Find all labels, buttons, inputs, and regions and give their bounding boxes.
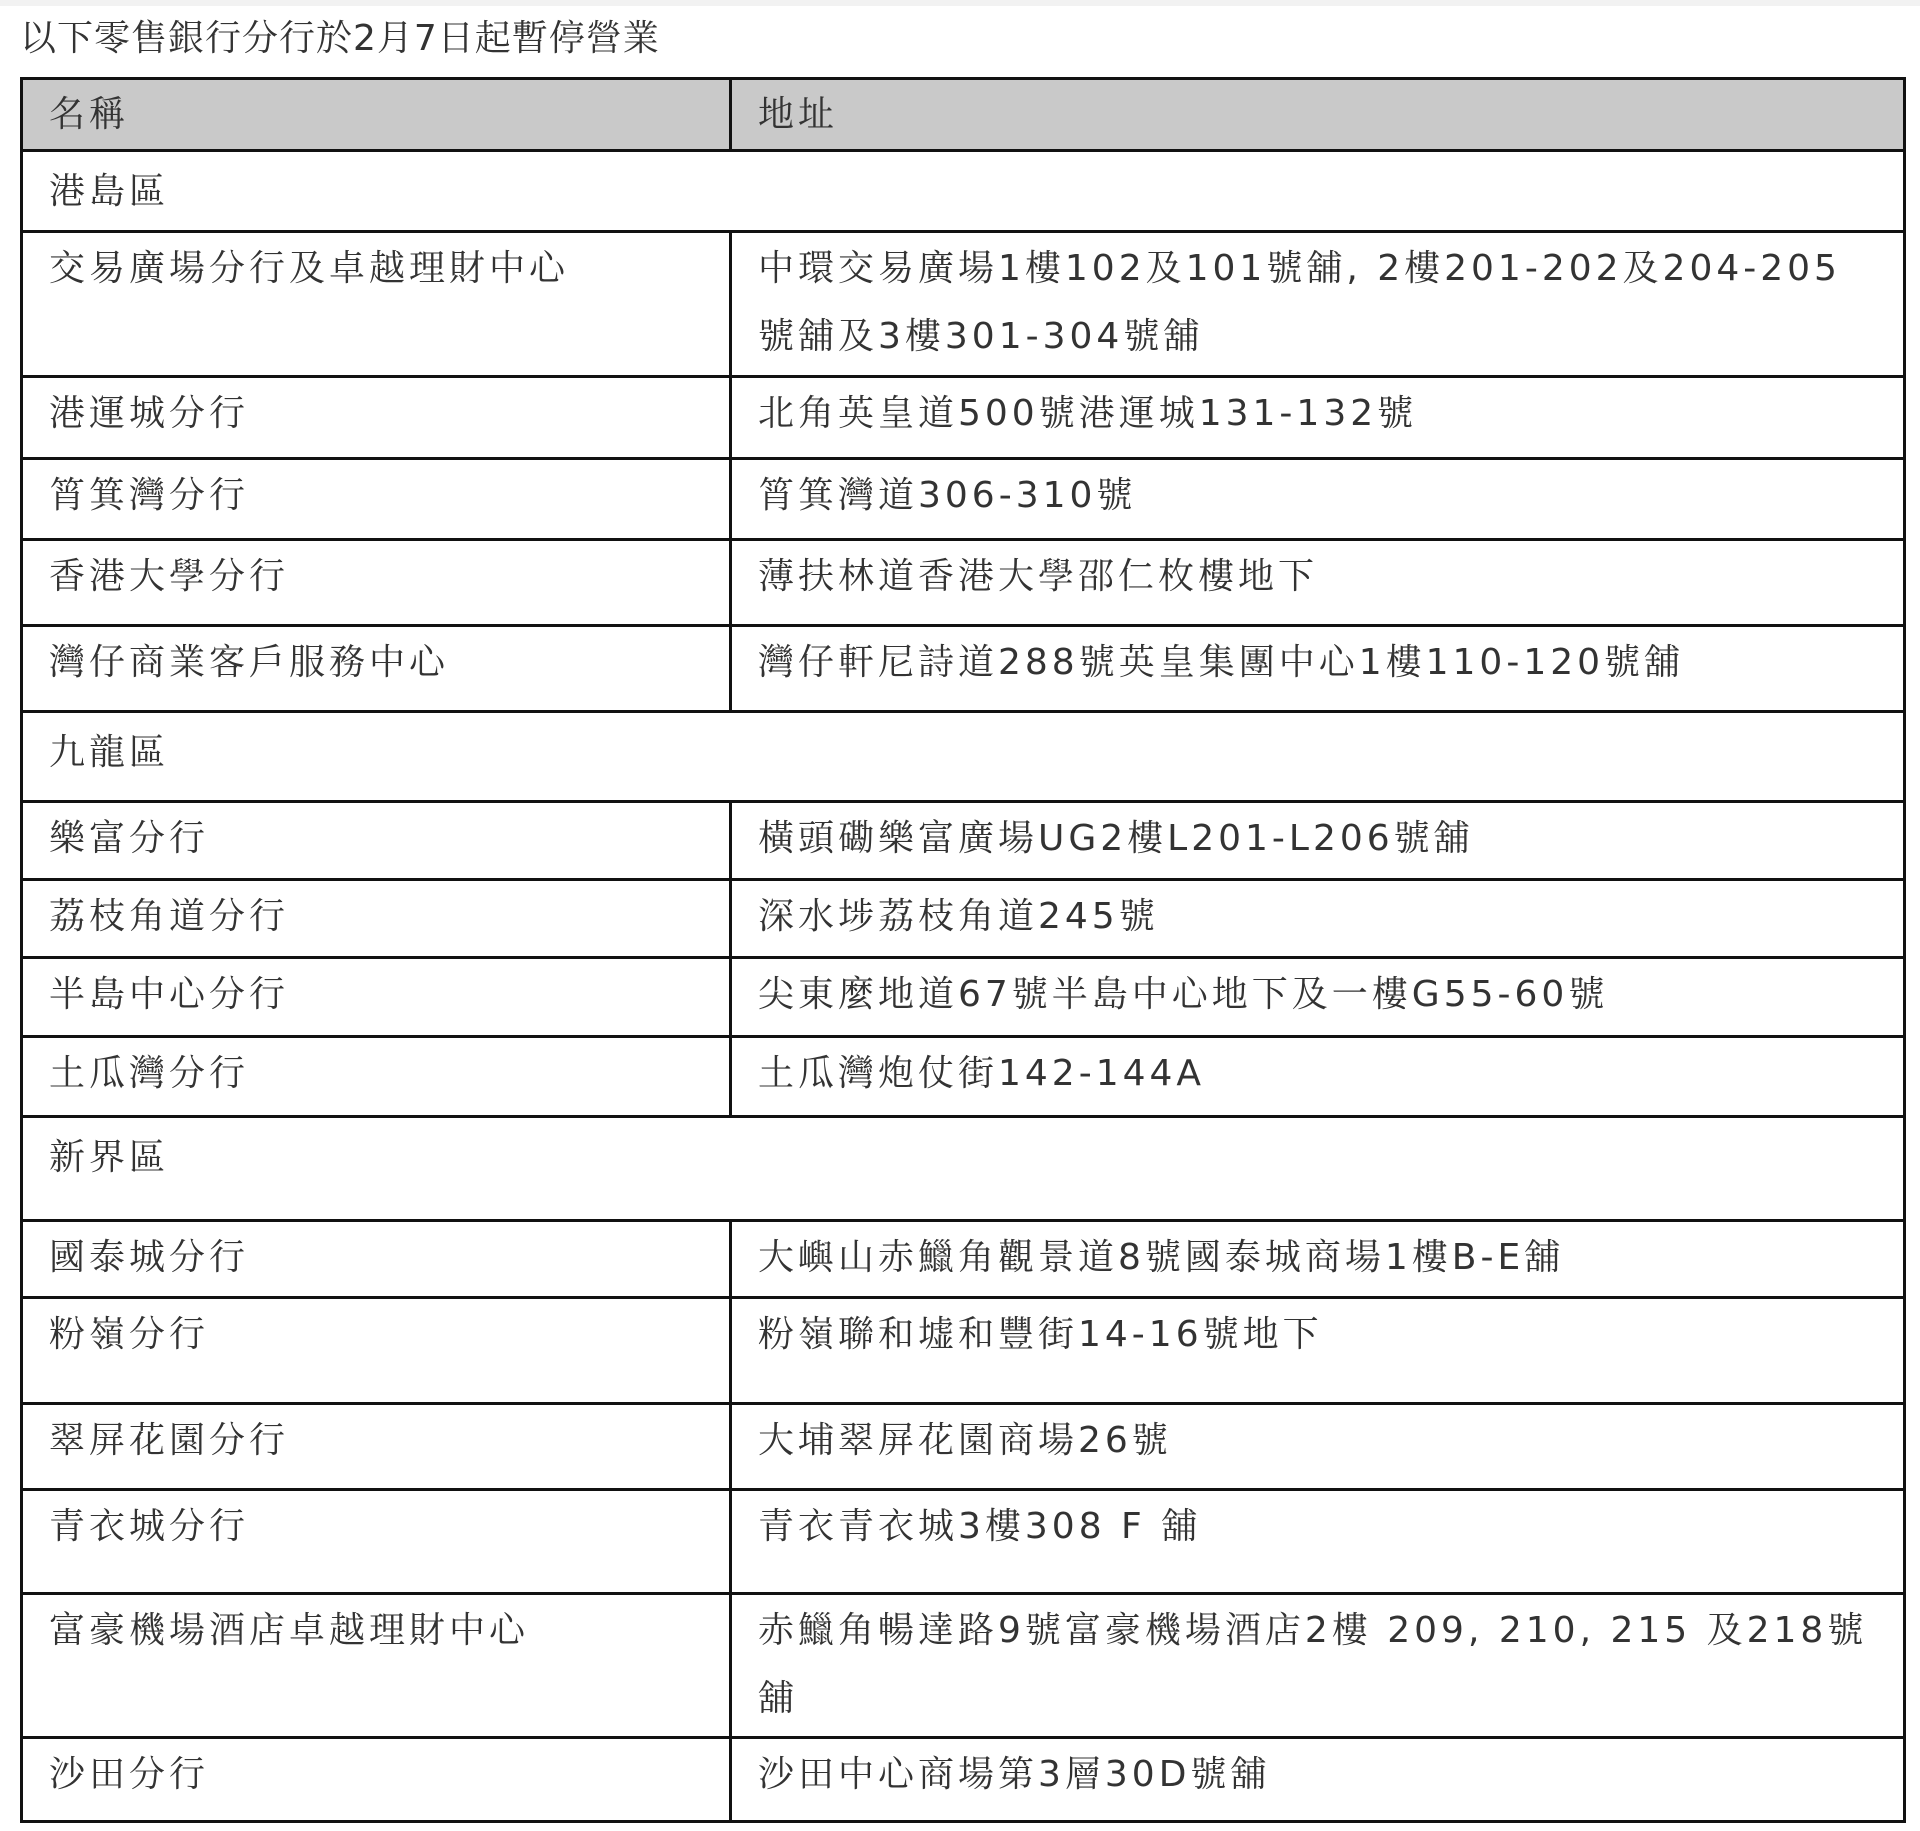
branch-address: 青衣青衣城3樓308 F 舖 [731, 1490, 1905, 1594]
table-row [22, 1594, 1905, 1738]
table-row [22, 459, 1905, 540]
branch-name: 灣仔商業客戶服務中心 [22, 626, 731, 712]
branch-address: 筲箕灣道306-310號 [731, 459, 1905, 540]
region-row [22, 1117, 1905, 1221]
table-row [22, 1037, 1905, 1117]
table-row [22, 958, 1905, 1037]
table-row [22, 1298, 1905, 1404]
table-row [22, 1404, 1905, 1490]
branch-address: 薄扶林道香港大學邵仁枚樓地下 [731, 540, 1905, 626]
table-row [22, 377, 1905, 459]
branch-address: 中環交易廣場1樓102及101號舖, 2樓201-202及204-205號舖及3樓301-304號舖 [731, 232, 1905, 377]
table-row [22, 626, 1905, 712]
table-row [22, 232, 1905, 377]
region-row [22, 151, 1905, 232]
table-row [22, 540, 1905, 626]
branch-address: 北角英皇道500號港運城131-132號 [731, 377, 1905, 459]
branch-table [20, 77, 1906, 1823]
table-header-row [22, 79, 1905, 151]
table-row [22, 1490, 1905, 1594]
branch-name: 國泰城分行 [22, 1221, 731, 1298]
top-edge [0, 0, 1920, 6]
branch-name: 翠屏花園分行 [22, 1404, 731, 1490]
branch-name: 港運城分行 [22, 377, 731, 459]
region-label: 港島區 [22, 151, 1905, 232]
branch-name: 香港大學分行 [22, 540, 731, 626]
table-row [22, 802, 1905, 880]
branch-name: 富豪機場酒店卓越理財中心 [22, 1594, 731, 1738]
page-title: 以下零售銀行分行於2月7日起暫停營業 [20, 18, 660, 59]
branch-address: 大埔翠屏花園商場26號 [731, 1404, 1905, 1490]
branch-address: 沙田中心商場第3層30D號舖 [731, 1738, 1905, 1822]
branch-address: 土瓜灣炮仗街142-144A [731, 1037, 1905, 1117]
branch-name: 土瓜灣分行 [22, 1037, 731, 1117]
branch-address: 灣仔軒尼詩道288號英皇集團中心1樓110-120號舖 [731, 626, 1905, 712]
branch-address: 深水埗荔枝角道245號 [731, 880, 1905, 958]
table-row [22, 1221, 1905, 1298]
branch-name: 荔枝角道分行 [22, 880, 731, 958]
branch-address: 粉嶺聯和墟和豐街14-16號地下 [731, 1298, 1905, 1404]
column-header-address: 地址 [731, 79, 1905, 151]
branch-name: 交易廣場分行及卓越理財中心 [22, 232, 731, 377]
branch-name: 沙田分行 [22, 1738, 731, 1822]
branch-address: 尖東麼地道67號半島中心地下及一樓G55-60號 [731, 958, 1905, 1037]
branch-name: 粉嶺分行 [22, 1298, 731, 1404]
region-row [22, 712, 1905, 802]
branch-name: 筲箕灣分行 [22, 459, 731, 540]
table-row [22, 880, 1905, 958]
branch-address: 赤鱲角暢達路9號富豪機場酒店2樓 209, 210, 215 及218號舖 [731, 1594, 1905, 1738]
branch-address: 大嶼山赤鱲角觀景道8號國泰城商場1樓B-E舖 [731, 1221, 1905, 1298]
branch-name: 樂富分行 [22, 802, 731, 880]
branch-name: 半島中心分行 [22, 958, 731, 1037]
branch-name: 青衣城分行 [22, 1490, 731, 1594]
region-label: 九龍區 [22, 712, 1905, 802]
column-header-name: 名稱 [22, 79, 731, 151]
table-row [22, 1738, 1905, 1822]
region-label: 新界區 [22, 1117, 1905, 1221]
branch-address: 橫頭磡樂富廣場UG2樓L201-L206號舖 [731, 802, 1905, 880]
